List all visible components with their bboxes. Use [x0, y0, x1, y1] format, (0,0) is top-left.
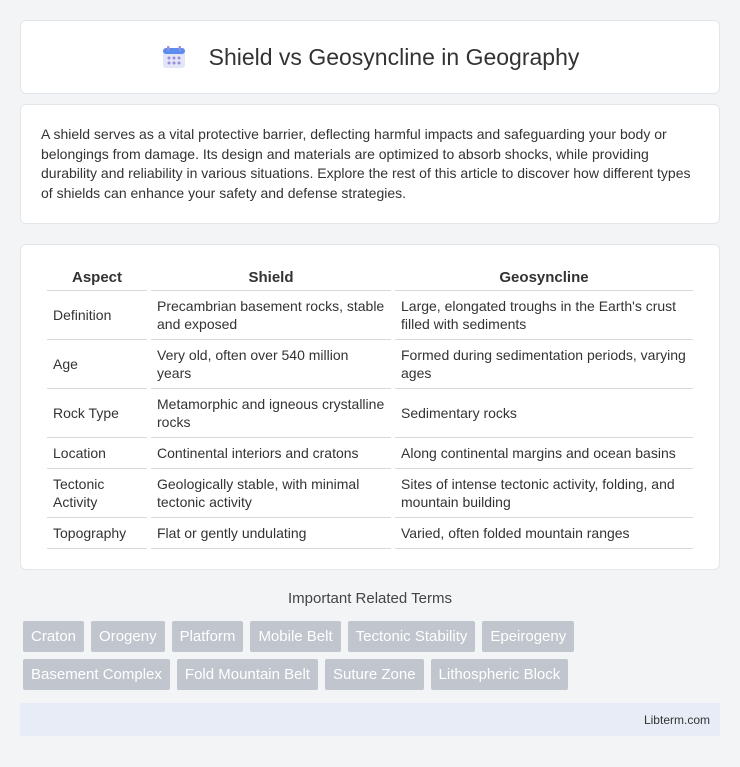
related-terms-list	[23, 621, 723, 690]
cell-geosyncline: Large, elongated troughs in the Earth's crust filled with sediments	[395, 291, 693, 340]
cell-geosyncline: Varied, often folded mountain ranges	[395, 518, 693, 549]
footer	[20, 703, 720, 736]
header-geosyncline: Geosyncline	[395, 263, 693, 291]
footer-site-link[interactable]: Libterm.com	[643, 712, 710, 727]
comparison-table-card	[20, 244, 720, 570]
cell-shield: Flat or gently undulating	[151, 518, 391, 549]
tag-basement-complex[interactable]: Basement Complex	[23, 659, 170, 690]
cell-shield: Very old, often over 540 million years	[151, 340, 391, 389]
tag-epeirogeny[interactable]: Epeirogeny	[482, 621, 574, 652]
table-row	[47, 291, 693, 340]
cell-shield: Geologically stable, with minimal tectonic activity	[151, 469, 391, 518]
tag-suture-zone[interactable]: Suture Zone	[325, 659, 424, 690]
header-shield: Shield	[151, 263, 391, 291]
cell-aspect: Definition	[47, 291, 147, 340]
cell-aspect: Tectonic Activity	[47, 469, 147, 518]
cell-aspect: Topography	[47, 518, 147, 549]
table-row	[47, 518, 693, 549]
table-row	[47, 340, 693, 389]
related-terms-title: Important Related Terms	[288, 590, 452, 607]
calendar-icon	[161, 44, 187, 70]
table-row	[47, 389, 693, 438]
page-title: Shield vs Geosyncline in Geography	[208, 43, 580, 70]
tag-platform[interactable]: Platform	[172, 621, 244, 652]
table-row	[47, 438, 693, 469]
cell-geosyncline: Along continental margins and ocean basins	[395, 438, 693, 469]
cell-shield: Precambrian basement rocks, stable and exposed	[151, 291, 391, 340]
cell-geosyncline: Sites of intense tectonic activity, folding, and mountain building	[395, 469, 693, 518]
tag-mobile-belt[interactable]: Mobile Belt	[250, 621, 340, 652]
title-card	[20, 20, 720, 94]
tag-tectonic-stability[interactable]: Tectonic Stability	[348, 621, 476, 652]
header-aspect: Aspect	[47, 263, 147, 291]
tag-craton[interactable]: Craton	[23, 621, 84, 652]
cell-aspect: Rock Type	[47, 389, 147, 438]
cell-geosyncline: Sedimentary rocks	[395, 389, 693, 438]
cell-shield: Continental interiors and cratons	[151, 438, 391, 469]
intro-card	[20, 104, 720, 224]
tag-orogeny[interactable]: Orogeny	[91, 621, 165, 652]
table-header-row	[47, 263, 693, 291]
tag-lithospheric-block[interactable]: Lithospheric Block	[431, 659, 569, 690]
cell-geosyncline: Formed during sedimentation periods, varying ages	[395, 340, 693, 389]
cell-aspect: Location	[47, 438, 147, 469]
table-row	[47, 469, 693, 518]
tag-fold-mountain-belt[interactable]: Fold Mountain Belt	[177, 659, 318, 690]
cell-shield: Metamorphic and igneous crystalline rocks	[151, 389, 391, 438]
intro-text: A shield serves as a vital protective barrier, deflecting harmful impacts and safeguarding your body or belongings from damage. Its design and materials are optimized to absorb shocks, while providing durability and reliability in various situations. Explore the rest of this article to discover how different types of shields can enhance your safety and defense strategies.	[41, 126, 691, 201]
cell-aspect: Age	[47, 340, 147, 389]
comparison-table	[43, 263, 697, 549]
